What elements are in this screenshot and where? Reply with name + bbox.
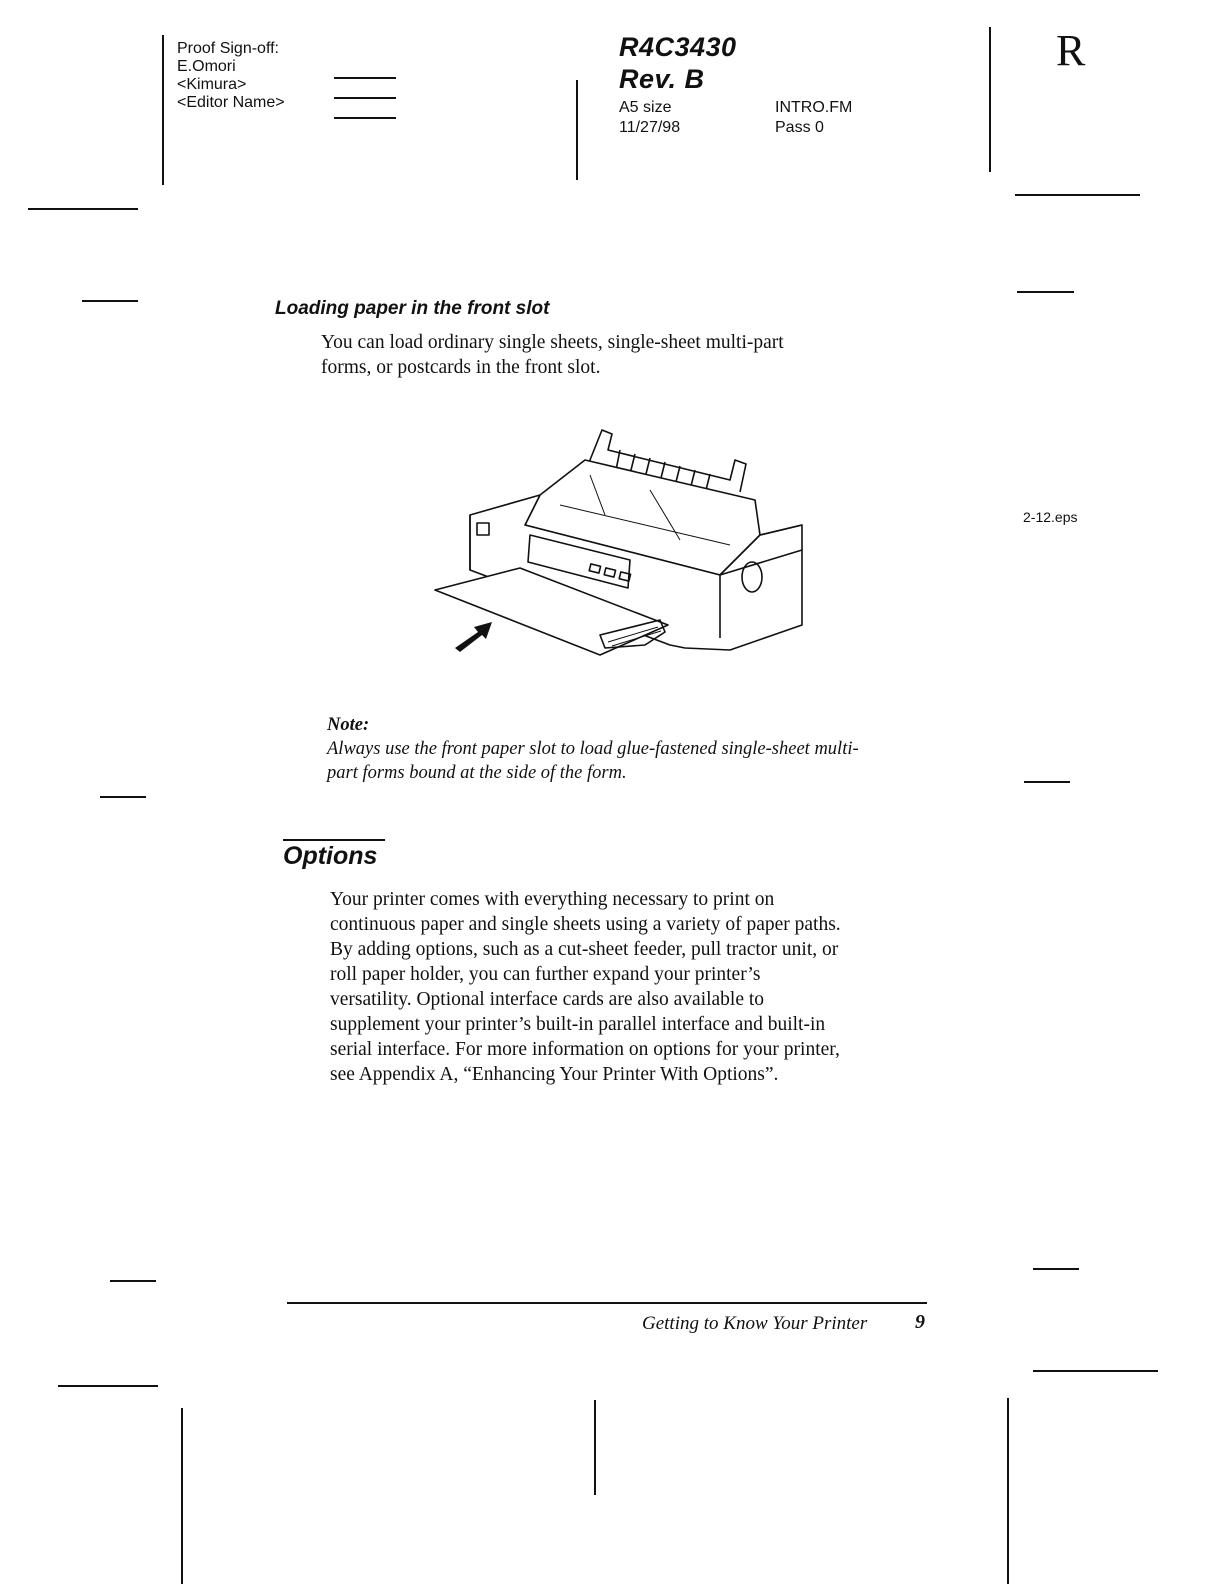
paragraph-line: By adding options, such as a cut-sheet feeder, pull tractor unit, or [330,939,839,960]
footer-page-number: 9 [915,1311,925,1333]
note-line: part forms bound at the side of the form. [327,763,627,783]
document-revision: Rev. B [619,64,705,94]
footer-rule-center [594,1400,596,1495]
proof-signoff-label: Proof Sign-off: [177,40,279,57]
note-title: Note: [327,715,370,735]
options-paragraph [330,887,970,1087]
footer-chapter-title: Getting to Know Your Printer [642,1313,868,1334]
insert-arrow-icon [455,622,492,652]
section1-paragraph [321,330,961,380]
paragraph-line: versatility. Optional interface cards are also available to [330,989,765,1010]
section-heading: Options [283,842,378,870]
document-code-block [619,31,737,95]
signature-line-1 [334,77,396,79]
document-code: R4C3430 [619,32,737,62]
crop-mark [58,1385,158,1387]
crop-mark [28,208,138,210]
header-rule-center [576,80,578,180]
signature-line-3 [334,117,396,119]
crop-mark [1015,194,1140,196]
crop-mark [1033,1370,1158,1372]
crop-mark [1017,291,1074,293]
header-rule-right [989,27,991,172]
paragraph-line: see Appendix A, “Enhancing Your Printer With Options”. [330,1064,779,1085]
proof-signoff-block [177,40,285,112]
proof-name-2: <Kimura> [177,76,247,93]
proof-name-1: E.Omori [177,58,236,75]
footer-rule [287,1302,927,1304]
paragraph-line: supplement your printer’s built-in parallel interface and built-in [330,1014,826,1035]
footer-rule-left [181,1408,183,1584]
proof-name-3: <Editor Name> [177,94,285,111]
paragraph-line: You can load ordinary single sheets, single-sheet multi-part [321,332,784,353]
paragraph-line: roll paper holder, you can further expand your printer’s [330,964,761,985]
crop-mark [82,300,138,302]
paragraph-line: continuous paper and single sheets using a variety of paper paths. [330,914,841,935]
document-pass: Pass 0 [775,119,824,136]
printer-illustration [430,420,805,670]
section-subheading: Loading paper in the front slot [275,298,550,319]
note-line: Always use the front paper slot to load glue-fastened single-sheet multi- [327,739,859,759]
figure-filename: 2-12.eps [1023,509,1078,525]
paragraph-line: Your printer comes with everything necessary to print on [330,889,775,910]
corner-letter: R [1056,26,1086,75]
crop-mark [110,1280,156,1282]
footer-rule-right [1007,1398,1009,1584]
crop-mark [1033,1268,1079,1270]
document-date: 11/27/98 [619,119,681,136]
paragraph-line: serial interface. For more information on options for your printer, [330,1039,840,1060]
signature-line-2 [334,97,396,99]
note-block [327,713,947,785]
document-size: A5 size [619,99,672,116]
document-file: INTRO.FM [775,99,853,116]
header-rule-left [162,35,164,185]
crop-mark [100,796,146,798]
crop-mark [1024,781,1070,783]
paragraph-line: forms, or postcards in the front slot. [321,357,601,378]
